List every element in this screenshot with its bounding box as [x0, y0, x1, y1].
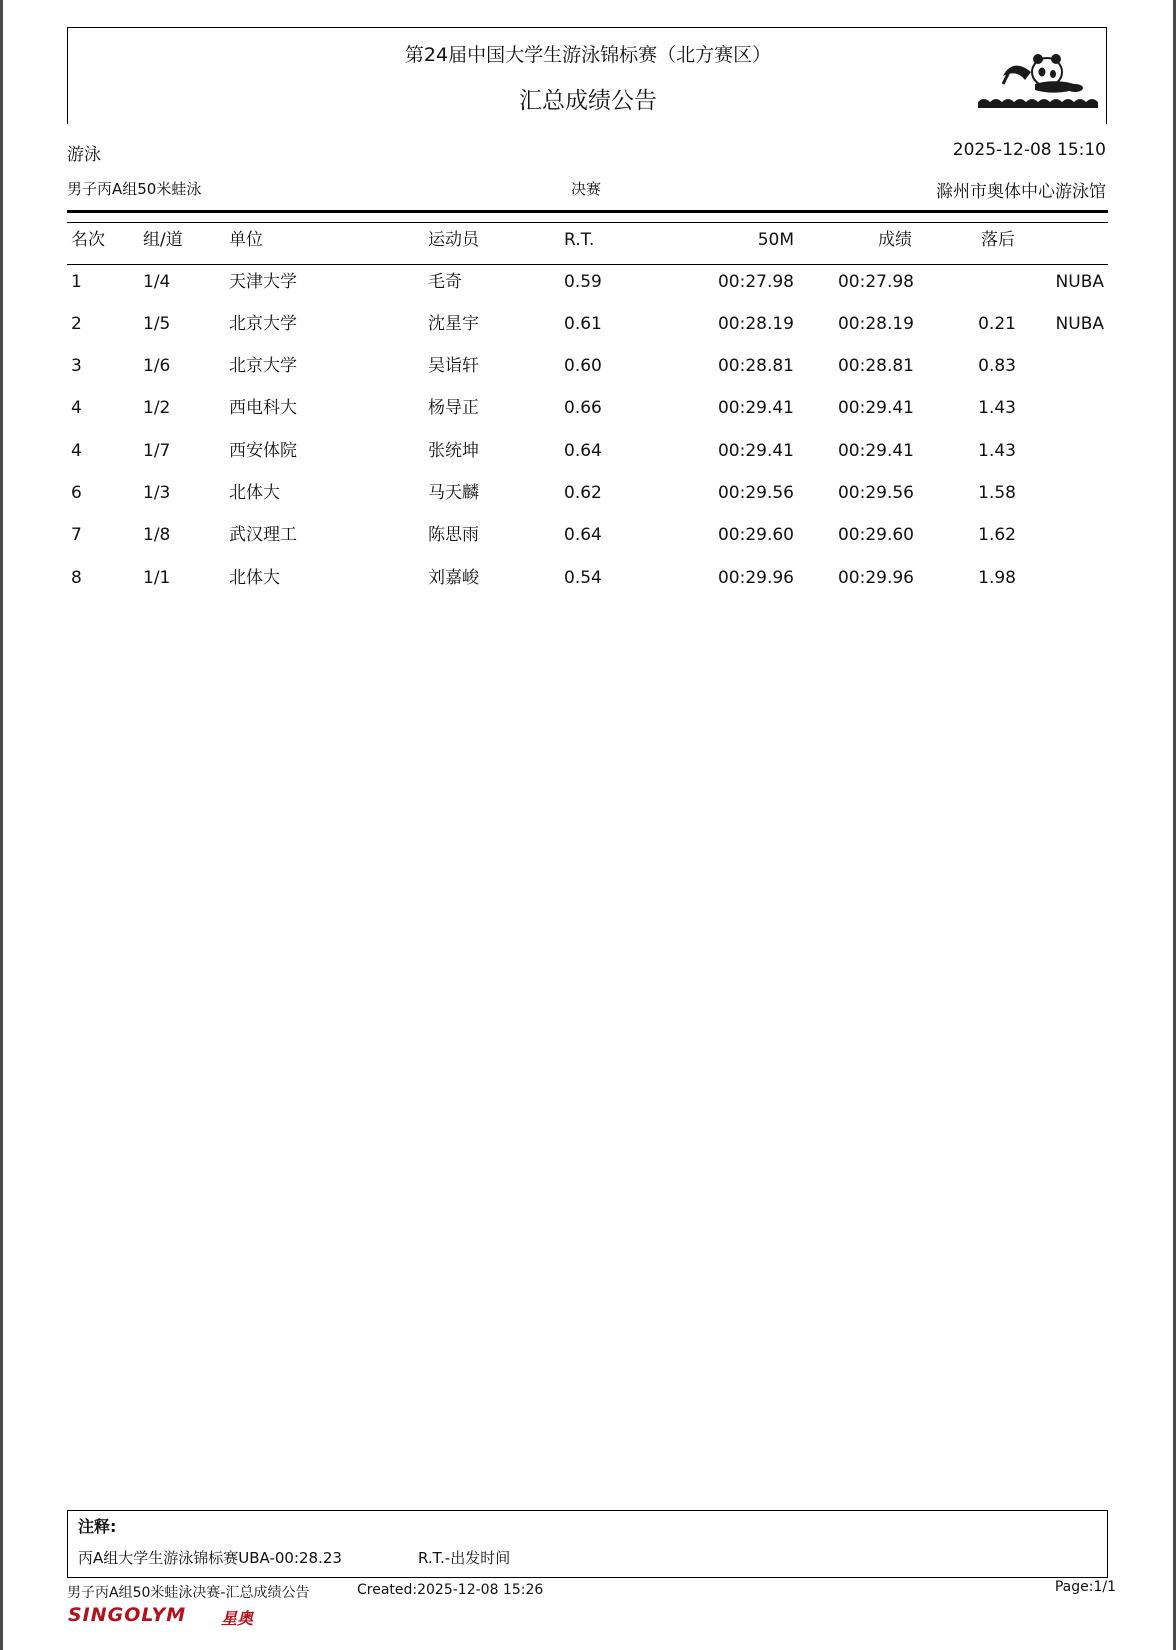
row-behind: 0.21 — [978, 314, 1016, 334]
row-heat-lane: 1/8 — [143, 525, 171, 545]
row-behind: 1.43 — [978, 441, 1016, 461]
row-result: 00:29.41 — [837, 441, 914, 461]
row-athlete: 张统坤 — [428, 441, 479, 461]
row-heat-lane: 1/4 — [143, 272, 171, 292]
page-left-edge — [0, 0, 3, 1650]
row-split-50m: 00:29.41 — [717, 398, 794, 418]
col-athlete-header: 运动员 — [428, 230, 479, 250]
row-rt: 0.64 — [564, 441, 602, 461]
row-rank: 6 — [71, 483, 82, 503]
row-heat-lane: 1/5 — [143, 314, 171, 334]
col-rank-header: 名次 — [71, 230, 105, 250]
row-rt: 0.61 — [564, 314, 602, 334]
row-result: 00:28.81 — [837, 356, 914, 376]
row-rank: 3 — [71, 356, 82, 376]
row-rt: 0.60 — [564, 356, 602, 376]
row-behind: 0.83 — [978, 356, 1016, 376]
row-rt: 0.64 — [564, 525, 602, 545]
row-heat-lane: 1/6 — [143, 356, 171, 376]
venue-label: 滁州市奥体中心游泳馆 — [936, 182, 1106, 202]
row-result: 00:29.56 — [837, 483, 914, 503]
row-split-50m: 00:29.56 — [717, 483, 794, 503]
row-behind: 1.43 — [978, 398, 1016, 418]
col-result-header: 成绩 — [878, 230, 912, 250]
row-athlete: 沈星宇 — [428, 314, 479, 334]
datetime-label: 2025-12-08 15:10 — [952, 140, 1106, 160]
row-unit: 西安体院 — [229, 441, 297, 461]
row-record-mark: NUBA — [1055, 272, 1104, 292]
page-subtitle: 汇总成绩公告 — [519, 88, 657, 114]
row-rt: 0.54 — [564, 568, 602, 588]
row-result: 00:29.96 — [837, 568, 914, 588]
row-split-50m: 00:28.81 — [717, 356, 794, 376]
row-unit: 武汉理工 — [229, 525, 297, 545]
row-split-50m: 00:29.96 — [717, 568, 794, 588]
brand-logo-text: SINGOLYM — [68, 1604, 187, 1626]
row-behind: 1.98 — [978, 568, 1016, 588]
row-result: 00:28.19 — [837, 314, 914, 334]
row-split-50m: 00:29.60 — [717, 525, 794, 545]
sport-label: 游泳 — [67, 145, 101, 165]
row-rt: 0.59 — [564, 272, 602, 292]
table-header-rule — [67, 264, 1108, 265]
row-athlete: 刘嘉峻 — [428, 568, 479, 588]
row-split-50m: 00:29.41 — [717, 441, 794, 461]
col-50m-header: 50M — [757, 230, 794, 250]
row-unit: 北体大 — [229, 568, 280, 588]
row-rt: 0.62 — [564, 483, 602, 503]
row-record-mark: NUBA — [1055, 314, 1104, 334]
notes-title: 注释: — [78, 1517, 117, 1536]
row-heat-lane: 1/2 — [143, 398, 171, 418]
row-rank: 2 — [71, 314, 82, 334]
row-rank: 4 — [71, 441, 82, 461]
page-title: 第24届中国大学生游泳锦标赛（北方赛区） — [404, 44, 772, 66]
row-unit: 北体大 — [229, 483, 280, 503]
row-unit: 天津大学 — [229, 272, 297, 292]
row-rank: 1 — [71, 272, 82, 292]
row-result: 00:29.41 — [837, 398, 914, 418]
row-athlete: 吴诣轩 — [428, 356, 479, 376]
row-heat-lane: 1/7 — [143, 441, 171, 461]
row-rank: 8 — [71, 568, 82, 588]
row-split-50m: 00:28.19 — [717, 314, 794, 334]
row-heat-lane: 1/3 — [143, 483, 171, 503]
table-top-rule — [67, 222, 1108, 223]
row-split-50m: 00:27.98 — [717, 272, 794, 292]
footer-created: Created:2025-12-08 15:26 — [357, 1582, 544, 1598]
row-behind: 1.58 — [978, 483, 1016, 503]
round-label: 决赛 — [571, 180, 602, 198]
event-label: 男子丙A组50米蛙泳 — [67, 180, 202, 198]
footer-page: Page:1/1 — [1054, 1579, 1116, 1595]
row-rank: 4 — [71, 398, 82, 418]
row-unit: 西电科大 — [229, 398, 297, 418]
row-athlete: 陈思雨 — [428, 525, 479, 545]
header-rule — [67, 210, 1108, 213]
footer-doc-name: 男子丙A组50米蛙泳决赛-汇总成绩公告 — [67, 1585, 310, 1601]
brand-logo-cn: 星奥 — [221, 1609, 254, 1628]
row-rank: 7 — [71, 525, 82, 545]
row-athlete: 毛奇 — [428, 272, 462, 292]
col-heat-lane-header: 组/道 — [143, 230, 183, 250]
row-heat-lane: 1/1 — [143, 568, 171, 588]
col-unit-header: 单位 — [229, 230, 263, 250]
row-behind: 1.62 — [978, 525, 1016, 545]
note-record-standard: 丙A组大学生游泳锦标赛UBA-00:28.23 — [78, 1549, 342, 1567]
row-athlete: 马天麟 — [428, 483, 479, 503]
row-athlete: 杨导正 — [428, 398, 479, 418]
col-rt-header: R.T. — [564, 230, 595, 250]
col-behind-header: 落后 — [981, 230, 1015, 250]
panda-swimmer-logo-icon — [975, 50, 1105, 114]
row-rt: 0.66 — [564, 398, 602, 418]
row-unit: 北京大学 — [229, 314, 297, 334]
row-result: 00:29.60 — [837, 525, 914, 545]
row-result: 00:27.98 — [837, 272, 914, 292]
row-unit: 北京大学 — [229, 356, 297, 376]
note-rt-legend: R.T.-出发时间 — [418, 1549, 511, 1567]
